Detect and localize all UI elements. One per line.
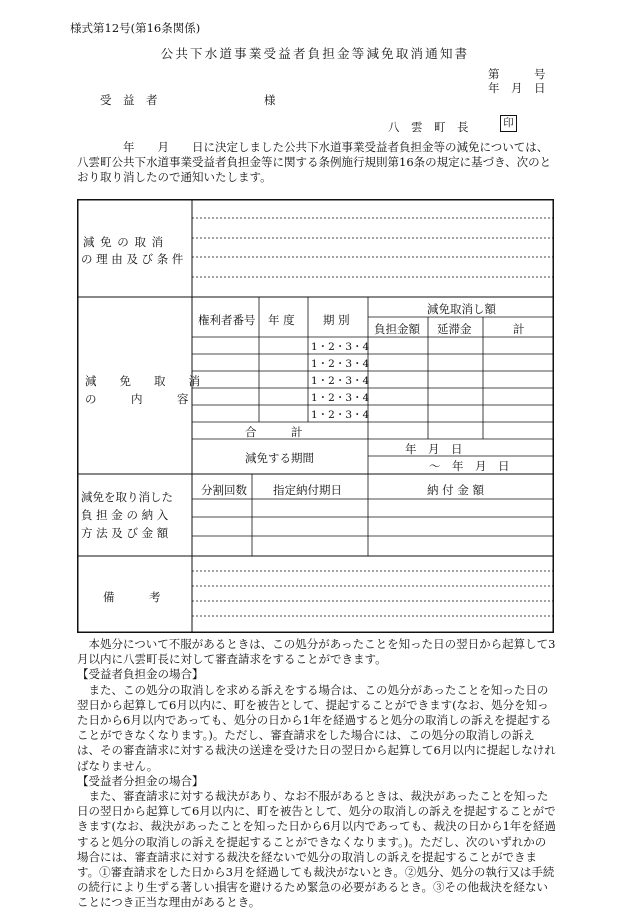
period-value: 1・2・3・4 <box>311 409 370 421</box>
period-value: 1・2・3・4 <box>311 341 370 353</box>
header-fiscal-year: 年 度 <box>268 313 295 327</box>
document-number-line: 第 号 <box>488 67 546 81</box>
payment-label-line2: 負 担 金 の 納 入 <box>81 508 169 522</box>
header-period: 期 別 <box>323 313 350 327</box>
remarks-label: 備 考 <box>103 590 161 604</box>
header-due-date: 指定納付期日 <box>273 483 342 497</box>
header-installments: 分割回数 <box>201 483 247 497</box>
header-total: 計 <box>513 322 525 336</box>
sum-label: 合 計 <box>245 425 303 439</box>
recipient-label: 受 益 者 <box>100 93 158 107</box>
notes-paragraph-burden: また、この処分の取消しを求める訴えをする場合は、この処分があったことを知った日の翌日から起算して6月以内に、町を被告として、提起することができます(なお、処分を知った日から6月以内であっても、処分の日から1年を経過すると処分の取消しの訴えを提起することができなくなります。)。ただし、審査請求をした場合には、この処分の取消しの訴えは、その審査請求に対する裁決の送達を受けた日の翌日から起算して6月以内に提起しなければなりません。 <box>77 682 556 773</box>
header-holder-number: 権利者番号 <box>198 313 256 327</box>
header-cancel-amount: 減免取消し額 <box>427 302 496 316</box>
notes-heading-share: 【受益者分担金の場合】 <box>77 773 204 788</box>
notes-heading-burden: 【受益者負担金の場合】 <box>77 667 204 682</box>
header-arrears: 延滞金 <box>437 322 472 336</box>
period-value: 1・2・3・4 <box>311 392 370 404</box>
content-label-line2: の 内 容 <box>85 392 189 406</box>
period-value: 1・2・3・4 <box>311 358 370 370</box>
legal-notes <box>77 637 557 911</box>
payment-label-line3: 方 法 及 び 金 額 <box>81 526 169 540</box>
document-title: 公共下水道事業受益者負担金等減免取消通知書 <box>160 46 470 61</box>
exempt-start-date: 年 月 日 <box>405 442 463 456</box>
intro-paragraph: 年 月 日に決定しました公共下水道事業受益者負担金等の減免については、八雲町公共下水道事業受益者負担金等に関する条例施行規則第16条の規定に基づき、次のとおり取り消したので通知いたします。 <box>77 140 552 184</box>
header-burden-amount: 負担金額 <box>374 322 420 336</box>
reason-label-line2: の 理 由 及 び 条 件 <box>81 252 184 266</box>
seal-stamp: 印 <box>500 115 517 132</box>
document-date-line: 年 月 日 <box>488 81 546 95</box>
cancellation-table <box>77 199 554 633</box>
intro-text <box>77 140 557 185</box>
issuer-name: 八 雲 町 長 <box>388 120 469 134</box>
content-label-line1: 減 免 取 消 <box>85 374 200 388</box>
period-value: 1・2・3・4 <box>311 375 370 387</box>
notes-paragraph-share: また、審査請求に対する裁決があり、なお不服があるときは、裁決があったことを知った日の翌日から起算して6月以内に、町を被告として、処分の取消しの訴えを提起することができます(なお、裁決があったことを知った日から6月以内であっても、裁決の日から1年を経過すると処分の取消しの訴えを提起することができなくなります。)。ただし、次のいずれかの場合には、審査請求に対する裁決を経ないで処分の取消しの訴えを提起することができます。①審査請求をした日から3月を経過しても裁決がないとき。②処分、処分の執行又は手続の続行により生ずる著しい損害を避けるため緊急の必要があるとき。③その他裁決を経ないことにつき正当な理由があるとき。 <box>77 789 556 910</box>
exempt-end-date: ～ 年 月 日 <box>429 459 510 473</box>
recipient-suffix: 様 <box>264 93 276 107</box>
header-payment-amount: 納 付 金 額 <box>427 483 484 497</box>
reason-label-line1: 減 免 の 取 消 <box>83 235 165 249</box>
exempt-period-label: 減免する期間 <box>245 451 314 465</box>
form-number: 様式第12号(第16条関係) <box>70 21 201 35</box>
payment-label-line1: 減免を取り消した <box>81 490 173 504</box>
notes-paragraph-appeal: 本処分について不服があるときは、この処分があったことを知った日の翌日から起算して3月以内に八雲町長に対して審査請求をすることができます。 <box>77 637 556 667</box>
